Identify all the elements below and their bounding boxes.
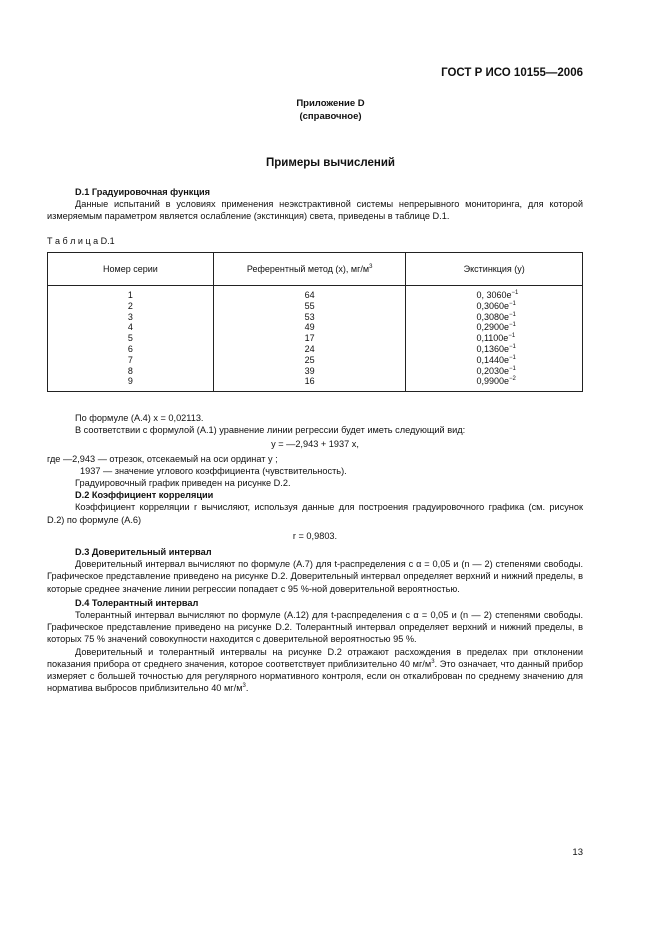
extinction-exponent: −1 [508,322,516,329]
extinction-value: 0,3080e [476,311,509,322]
d3-heading: D.3 Доверительный интервал [75,547,212,558]
extinction-cell [476,333,582,344]
extinction-value: 0,2030e [476,365,509,376]
d4-heading: D.4 Толерантный интервал [75,597,199,608]
col-header-reference [213,253,406,286]
formula-a1: В соответствии с формулой (А.1) уравнение линии регрессии будет иметь следующий вид: [75,425,466,436]
series-cell: 6 [127,343,133,354]
extinction-cell [476,290,582,301]
extinction-value: 0,1360e [476,343,509,354]
series-cell: 9 [127,376,133,387]
appendix-subtitle: (справочное) [299,111,362,122]
graph-reference: Градуировочный график приведен на рисунке D.2. [75,478,291,489]
d1-paragraph: Данные испытаний в условиях применения неэкстрактивной системы непрерывного мониторинга, для которой измеряемым параметром является ослабление (экстинкция) света, приведены в таблице D.1. [47,199,583,222]
col-header-series: Номер серии [48,253,214,286]
data-table [47,252,583,392]
series-cell: 4 [127,322,133,333]
col-header-reference-sup: 3 [369,264,373,270]
series-cell: 2 [127,300,133,311]
reference-cell: 53 [304,311,315,322]
appendix-heading [0,97,661,123]
appendix-title: Приложение D [296,98,365,109]
d2-paragraph: Коэффициент корреляции r вычисляют, используя данные для построения градуировочного графика (см. рисунок D.2) по формуле (А.6) [47,502,583,525]
extinction-exponent: −1 [508,343,516,350]
d4-p2-sup-1: 3 [431,658,435,665]
extinction-value: 0, 3060e [476,290,512,300]
regression-equation: y = —2,943 + 1937 x, [271,439,359,450]
extinction-value: 0,1440e [476,354,509,365]
extinction-cell [476,355,582,366]
extinction-value: 0,3060e [476,300,509,311]
formula-block [47,412,583,694]
d3-paragraph: Доверительный интервал вычисляют по формуле (А.7) для t-распределения с α = 0,05 и (n — 2) степенями свободы. Графическое представление приведено на рисунке D.2. Доверительный интервал определяет верхний и нижний пределы, в которые среднее значение линии регрессии попадает с 95 %-ной доверительной вероятностью. [47,559,583,594]
d4-paragraph-2 [47,646,583,695]
table-header-row [48,253,583,286]
reference-cell: 25 [304,354,315,365]
d4-paragraph-1: Толерантный интервал вычисляют по формуле (А.12) для t-распределения с α = 0,05 и (n — 2) степенями свободы. Графическое представление приведено на рисунке D.2. Толерантный интервал определяет верхний и нижний пределы, в которых 75 % значений совокупности находится с доверительной вероятностью 95 %. [47,610,583,645]
extinction-exponent: −1 [508,365,516,372]
series-cell: 8 [127,365,133,376]
extinction-exponent: −1 [508,333,516,340]
extinction-cell [476,344,582,355]
reference-cell: 17 [304,333,315,344]
extinction-value: 0,2900e [476,322,509,333]
d2-heading: D.2 Коэффициент корреляции [75,490,214,501]
col-header-extinction: Экстинкция (y) [406,253,583,286]
where-line-1: где —2,943 — отрезок, отсекаемый на оси ординат y ; [47,453,278,464]
extinction-exponent: −1 [508,311,516,318]
formula-a4: По формуле (А.4) x = 0,02113. [75,413,204,423]
extinction-exponent: −1 [511,290,519,296]
reference-column [213,286,406,392]
col-header-reference-text: Референтный метод (x), мг/м [246,264,370,274]
series-cell: 7 [127,354,133,365]
extinction-cell [476,366,582,377]
document-header: ГОСТ Р ИСО 10155—2006 [441,67,583,79]
reference-cell: 55 [304,300,315,311]
series-column [48,286,214,392]
d4-p2-part-a: Доверительный и толерантный интервалы на рисунке D.2 отражают расхождения в пределах при отклонении показания прибора от среднего значения, которое соответствует приблизительно 40 мг/м [47,646,583,669]
series-cell: 5 [127,333,133,344]
section-d1 [47,186,583,223]
reference-cell: 64 [304,290,315,300]
d4-p2-sup-2: 3 [242,683,246,690]
d4-p2-part-c: . [245,683,249,694]
extinction-cell [476,301,582,312]
table-caption: Т а б л и ц а D.1 [47,236,115,246]
extinction-value: 0,1100e [476,333,509,344]
reference-cell: 49 [304,322,315,333]
d4-p2-part-b: . Это означает, что данный прибор измеряет с большей точностью для регулярного нормативного контроля, если он откалиброван по среднему значению для норматива выбросов приблизительно 40 мг/м [47,658,584,694]
extinction-cell [476,312,582,323]
reference-cell: 24 [304,343,315,354]
section-title: Примеры вычислений [266,157,395,169]
where-line-2: 1937 — значение углового коэффициента (чувствительность). [80,465,347,476]
extinction-value: 0,9900e [476,376,509,387]
series-cell: 1 [127,290,133,300]
extinction-cell [476,376,582,387]
page-number: 13 [572,847,583,858]
correlation-equation: r = 0,9803. [292,530,338,541]
d1-heading: D.1 Градуировочная функция [75,187,211,197]
table-body-row [48,286,583,392]
extinction-column [406,286,583,392]
extinction-exponent: −1 [508,300,516,307]
extinction-exponent: −1 [508,354,516,361]
series-cell: 3 [127,311,133,322]
extinction-exponent: −2 [508,376,516,383]
extinction-cell [476,322,582,333]
reference-cell: 39 [304,365,315,376]
reference-cell: 16 [304,376,315,387]
